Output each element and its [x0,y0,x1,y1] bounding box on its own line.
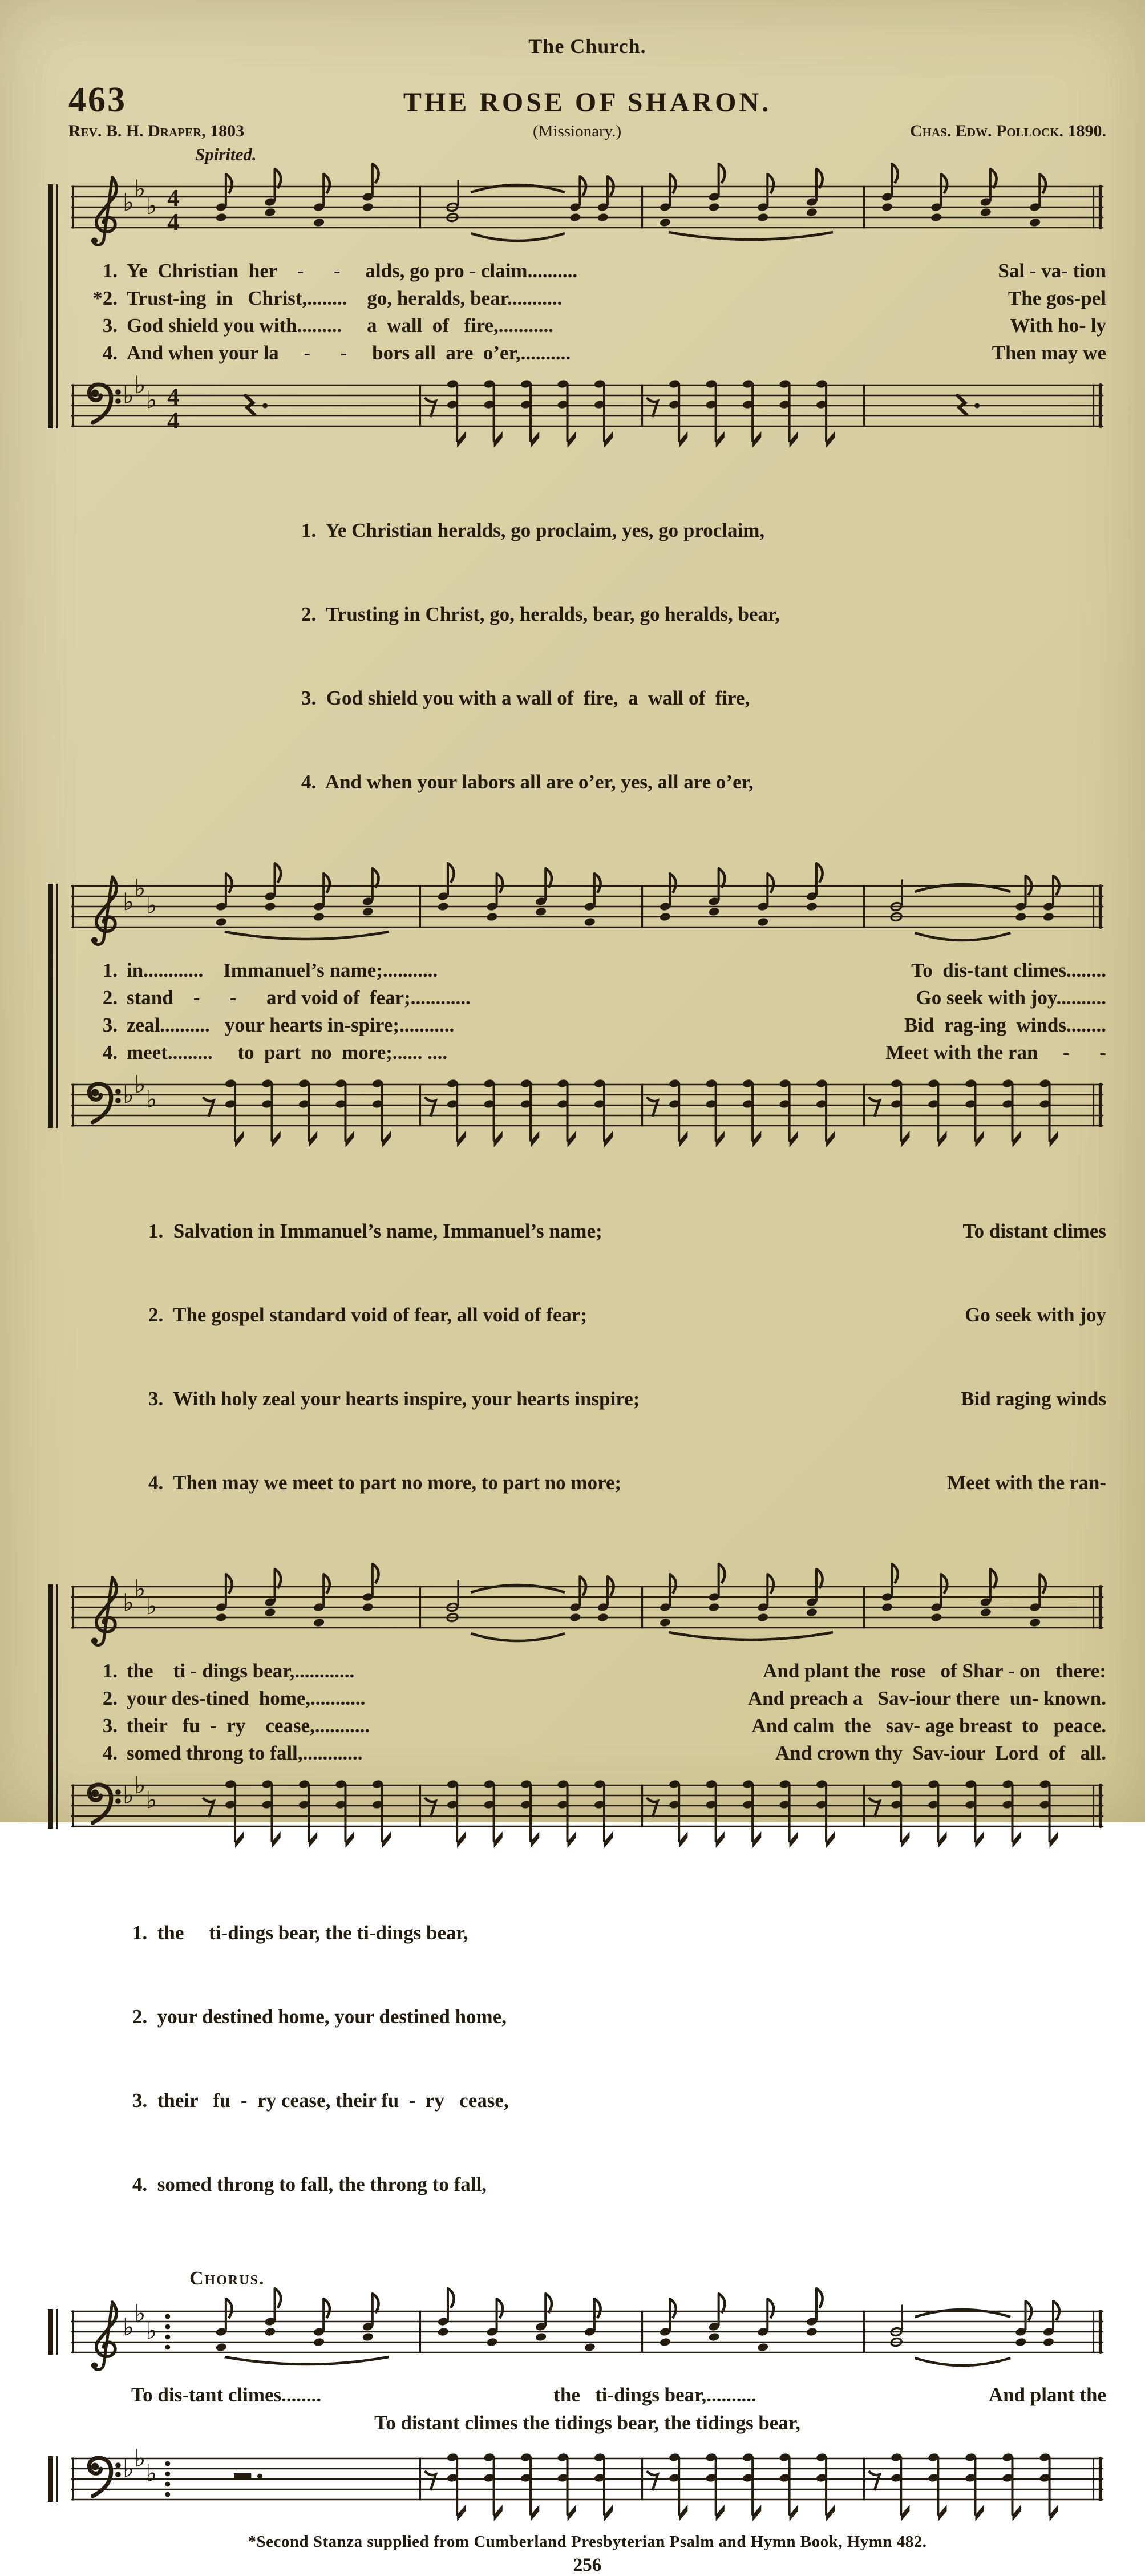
hymn-number: 463 [68,80,127,119]
chorus-lyric-segment: To dis-tant climes........ [131,2384,322,2406]
lyric-line [68,1657,1106,1685]
chorus-lyric-segment: And plant the [988,2384,1106,2406]
bass-clef-icon [89,1785,121,1823]
lyric-text-right: Then may we [992,342,1106,364]
bass-staff [68,1768,1106,1854]
svg-text:♭: ♭ [134,1771,146,1799]
music-system-1 [68,169,1106,454]
lyric-line [68,339,1106,367]
verse-text-right: Bid raging winds [961,1388,1106,1410]
music-system-3 [68,1570,1106,1854]
svg-text:♭: ♭ [122,381,135,409]
lyric-line [68,1039,1106,1066]
lyric-text-right: With ho- ly [1010,314,1106,337]
verse-line: 1. the ti-dings bear, the ti-dings bear, [132,1922,468,1944]
treble-staff [68,1570,1106,1655]
verse-line: 1. Ye Christian heralds, go proclaim, yes, go proclaim, [301,519,765,541]
composer-credit: Chas. Edw. Pollock. 1890. [909,122,1106,140]
verse-line [68,1469,1106,1497]
lyric-line [68,257,1106,285]
verse-number: 3. [102,1014,118,1036]
lyric-line [68,285,1106,312]
svg-text:♭: ♭ [145,1085,157,1113]
lyric-text-right: And preach a Sav-iour there un- known. [747,1687,1106,1709]
verse-number: 3. [102,1714,118,1737]
lyric-text: your des-tined home,........... [127,1687,366,1709]
bass-staff [68,1067,1106,1153]
author-credit: Rev. B. H. Draper, 1803 [68,122,245,140]
svg-text:♭: ♭ [134,1070,146,1098]
footnote: *Second Stanza supplied from Cumberland Presbyterian Psalm and Hymn Book, Hymn 482. [248,2533,927,2551]
svg-text:♭: ♭ [122,188,135,216]
svg-text:♭: ♭ [122,1081,135,1109]
svg-text:♭: ♭ [134,175,146,203]
svg-text:♭: ♭ [145,891,157,919]
svg-text:♭: ♭ [145,192,157,220]
chorus-label: Chorus. [189,2268,265,2289]
verse-line: 3. God shield you with a wall of fire, a wall of fire, [301,687,750,709]
verse-text-block-3 [132,1863,1106,2254]
svg-text:♭: ♭ [134,2299,146,2327]
chorus-bass-system [68,2441,1106,2527]
svg-text:♭: ♭ [145,2459,157,2487]
verse-number: 1. [102,260,118,282]
music-system-2 [68,869,1106,1153]
bass-staff [68,2441,1106,2527]
verse-text: 2. The gospel standard void of fear, all void of fear; [148,1304,588,1326]
lyric-text: Trust-ing in Christ,........ go, heralds, bear........... [127,287,563,309]
lyric-text: in............ Immanuel’s name;........... [127,959,438,981]
lyric-text: somed throng to fall,............ [127,1742,363,1764]
lyric-line [68,1712,1106,1740]
lyric-text: meet......... to part no more;...... .... [127,1041,448,1063]
lyric-text: And when your la - - bors all are o’er,.......... [127,342,571,364]
lyric-line [68,1012,1106,1039]
verse-number: 2. [102,986,118,1009]
lyric-text-right: And plant the rose of Shar - on there: [763,1660,1106,1682]
treble-staff [68,869,1106,955]
lyric-line [68,984,1106,1012]
verse-text: 3. With holy zeal your hearts inspire, your hearts inspire; [148,1388,640,1410]
hymn-subtitle: (Missionary.) [532,122,622,140]
verse-number: 4. [102,342,118,364]
lyric-text-right: Sal - va- tion [998,260,1106,282]
bass-clef-icon [89,385,121,423]
verse-number: 1. [102,959,118,981]
treble-clef-icon [91,1578,116,1645]
treble-clef-icon [91,177,116,245]
verse-line [68,1217,1106,1245]
verse-number: 1. [102,1660,118,1682]
svg-text:♭: ♭ [134,371,146,399]
bass-clef-icon [89,2458,121,2496]
svg-text:4: 4 [167,407,180,434]
lyric-text-right: The gos-pel [1008,287,1106,309]
svg-text:♭: ♭ [145,2316,157,2344]
verse-line: 3. their fu - ry cease, their fu - ry cease, [132,2089,509,2112]
chorus-lyric-segment: the ti-dings bear,.......... [553,2384,756,2406]
running-head: The Church. [528,35,646,58]
svg-text:♭: ♭ [122,888,135,916]
svg-text:4: 4 [167,185,180,212]
verse-number: 3. [102,314,118,337]
lyric-text-right: Bid rag-ing winds........ [904,1014,1106,1036]
bass-clef-icon [89,1084,121,1122]
treble-staff [68,2294,1106,2380]
lyric-text: Ye Christian her - - alds, go pro - claim.......... [127,260,578,282]
treble-clef-icon [91,2302,116,2370]
verse-line: 4. somed throng to fall, the throng to fall, [132,2173,487,2195]
verse-number: 4. [102,1742,118,1764]
verse-line [68,1301,1106,1329]
verse-text: 4. Then may we meet to part no more, to part no more; [148,1471,622,1494]
lyric-text: stand - - ard void of fear;............ [127,986,471,1009]
svg-text:♭: ♭ [134,1575,146,1603]
svg-text:♭: ♭ [122,2454,135,2482]
verse-text-block-1 [301,460,1106,852]
svg-text:♭: ♭ [122,2313,135,2341]
lyric-text: God shield you with......... a wall of fire,........... [127,314,554,337]
verse-number: *2. [92,287,118,309]
byline-row [68,122,1106,141]
lyric-line [68,957,1106,984]
svg-text:4: 4 [167,383,180,410]
lyric-block-1 [68,255,1106,368]
lyric-line [68,312,1106,339]
treble-staff [68,169,1106,255]
svg-text:♭: ♭ [122,1781,135,1809]
verse-number: 2. [102,1687,118,1709]
lyric-line [68,1740,1106,1767]
chorus-text-line: To distant climes the tidings bear, the tidings bear, [374,2412,800,2434]
lyric-line [68,1685,1106,1712]
lyric-text-right: To dis-tant climes........ [911,959,1106,981]
verse-text-right: Meet with the ran- [947,1471,1106,1494]
svg-text:♭: ♭ [134,874,146,902]
svg-text:♭: ♭ [134,2444,146,2472]
page-number: 256 [573,2555,602,2575]
svg-text:♭: ♭ [145,1592,157,1620]
tempo-marking: Spirited. [195,144,257,164]
verse-text-right: Go seek with joy [965,1304,1106,1326]
treble-clef-icon [91,877,116,945]
lyric-text: their fu - ry cease,........... [127,1714,370,1737]
verse-line: 4. And when your labors all are o’er, yes, all are o’er, [301,771,754,793]
verse-text: 1. Salvation in Immanuel’s name, Immanuel’s name; [148,1220,602,1242]
svg-text:♭: ♭ [145,1786,157,1814]
lyric-block-2 [68,955,1106,1067]
chorus-treble-system [68,2294,1106,2380]
lyric-text-right: Meet with the ran - - [885,1041,1106,1063]
hymn-title: THE ROSE OF SHARON. [403,87,772,118]
verse-text-right: To distant climes [962,1220,1106,1242]
svg-text:♭: ♭ [122,1588,135,1616]
verse-number: 4. [102,1041,118,1063]
lyric-text-right: And crown thy Sav-iour Lord of all. [775,1742,1106,1764]
lyric-text-right: And calm the sav- age breast to peace. [751,1714,1106,1737]
verse-line: 2. your destined home, your destined home, [132,2005,507,2028]
svg-text:4: 4 [167,209,180,236]
verse-line: 2. Trusting in Christ, go, heralds, bear, go heralds, bear, [301,603,780,625]
svg-text:♭: ♭ [145,386,157,414]
bass-staff [68,368,1106,454]
lyric-text-right: Go seek with joy.......... [916,986,1106,1009]
lyric-block-3 [68,1655,1106,1768]
hymn-header [68,80,1106,120]
verse-line [68,1385,1106,1413]
lyric-text: zeal.......... your hearts in-spire;........... [127,1014,455,1036]
chorus-lyric-line [68,2381,1106,2409]
verse-text-block-2 [68,1161,1106,1552]
lyric-text: the ti - dings bear,............ [127,1660,355,1682]
